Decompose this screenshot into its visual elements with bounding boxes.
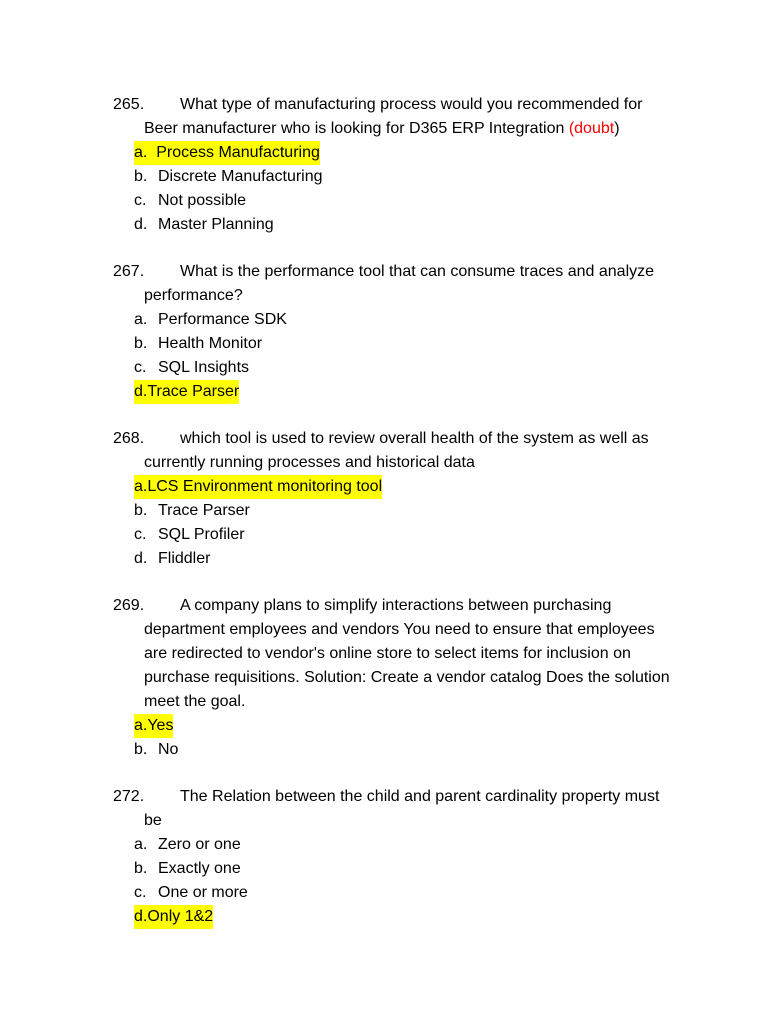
option-list [113,833,683,929]
option-b: b. Trace Parser [134,502,250,519]
option-c: c. One or more [134,884,248,901]
option-d: d. Master Planning [134,216,274,233]
question-text-continued: meet the goal. [144,693,246,710]
question-text: which tool is used to review overall health of the system as well as [180,430,649,447]
option-c: c. SQL Insights [134,359,250,376]
question-269 [113,594,683,762]
option-b: b. Health Monitor [134,335,263,352]
question-text-continued: be [144,812,162,829]
option-d [113,380,683,404]
question-text-continued: performance? [144,287,243,304]
question-text-continued: are redirected to vendor's online store to select items for inclusion on [144,645,631,662]
question-number: 265. [113,96,145,113]
question-text-continued: department employees and vendors You need to ensure that employees [144,621,655,638]
option-c: c. SQL Profiler [134,526,245,543]
highlighted-answer: a.LCS Environment monitoring tool [134,475,382,499]
question-number: 267. [113,263,145,280]
question-text: What type of manufacturing process would you recommended for [180,96,643,113]
question-text: The Relation between the child and parent cardinality property must [180,788,660,805]
option-b: b. Exactly one [134,860,241,877]
question-268 [113,427,683,571]
question-number: 272. [113,788,145,805]
question-267 [113,260,683,404]
option-list [113,714,683,762]
highlighted-answer: a. Process Manufacturing [134,141,320,165]
highlighted-answer: d.Only 1&2 [134,905,213,929]
doubt-tag: (doubt [568,120,615,137]
highlighted-answer: a.Yes [134,714,173,738]
option-a [113,475,683,499]
highlighted-answer: d.Trace Parser [134,380,239,404]
option-a [113,141,683,165]
question-number: 268. [113,430,145,447]
question-text-continued: currently running processes and historical data [144,454,475,471]
option-list [113,308,683,404]
option-a: a. Zero or one [134,836,241,853]
option-list [113,475,683,571]
question-272 [113,785,683,929]
question-text: A company plans to simplify interactions between purchasing [180,597,612,614]
question-text-continued: purchase requisitions. Solution: Create a vendor catalog Does the solution [144,669,670,686]
question-text: What is the performance tool that can consume traces and analyze [180,263,655,280]
question-number: 269. [113,597,145,614]
option-a [113,714,683,738]
option-b: b. Discrete Manufacturing [134,168,323,185]
question-265 [113,93,683,237]
option-d: d. Fliddler [134,550,211,567]
option-list [113,141,683,237]
option-c: c. Not possible [134,192,247,209]
question-text-continued: Beer manufacturer who is looking for D365 ERP Integration (doubt) [144,120,620,137]
option-a: a. Performance SDK [134,311,287,328]
option-d [113,905,683,929]
option-b: b. No [134,741,179,758]
